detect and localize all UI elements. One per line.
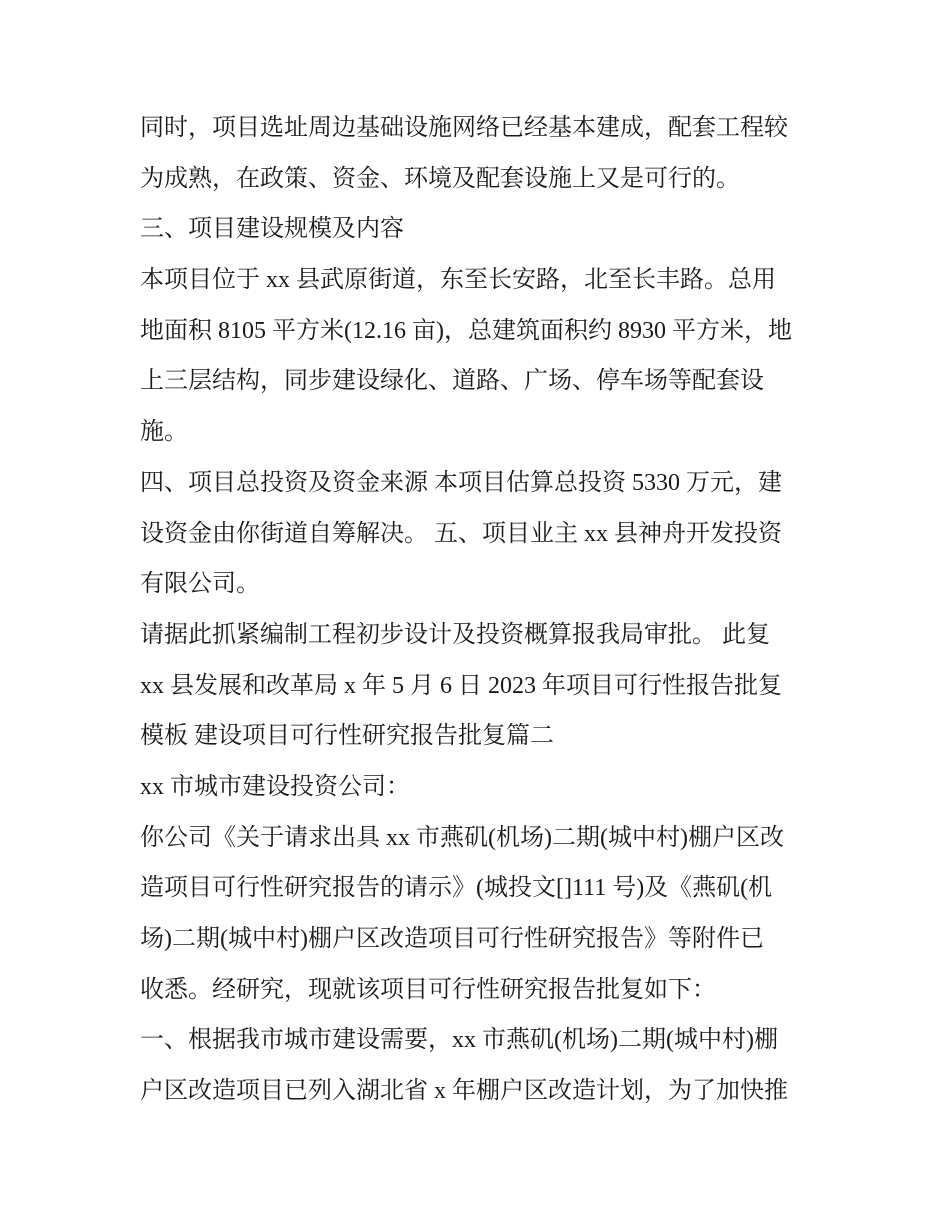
text-line: 同时，项目选址周边基础设施网络已经基本建成，配套工程较 <box>140 115 788 141</box>
text-line: 有限公司。 <box>140 571 260 598</box>
text-line: 户区改造项目已列入湖北省 x 年棚户区改造计划，为了加快推 <box>140 1078 788 1105</box>
document-body <box>140 103 830 1117</box>
text-line: 地面积 8105 平方米(12.16 亩)，总建筑面积约 8930 平方米，地 <box>140 317 792 344</box>
text-line: 请据此抓紧编制工程初步设计及投资概算报我局审批。 此复 <box>140 621 770 648</box>
text-line: xx 县发展和改革局 x 年 5 月 6 日 2023 年项目可行性报告批复 <box>140 672 782 699</box>
text-line: 场)二期(城中村)棚户区改造项目可行性研究报告》等附件已 <box>140 926 764 952</box>
text-line: 收悉。经研究，现就该项目可行性研究报告批复如下： <box>140 976 716 1003</box>
text-line: 你公司《关于请求出具 xx 市燕矶(机场)二期(城中村)棚户区改 <box>140 824 784 851</box>
text-line: 上三层结构，同步建设绿化、道路、广场、停车场等配套设 <box>140 368 764 395</box>
text-line: 设资金由你街道自筹解决。 五、项目业主 xx 县神舟开发投资 <box>140 520 782 547</box>
section-heading: 三、项目建设规模及内容 <box>140 216 404 243</box>
salutation: xx 市城市建设投资公司： <box>140 773 410 800</box>
text-line: 四、项目总投资及资金来源 本项目估算总投资 5330 万元，建 <box>140 469 782 496</box>
text-line: 模板 建设项目可行性研究报告批复篇二 <box>140 723 554 750</box>
text-line: 造项目可行性研究报告的请示》(城投文[]111 号)及《燕矶(机 <box>140 875 773 902</box>
text-line: 施。 <box>140 419 188 446</box>
text-line: 为成熟，在政策、资金、环境及配套设施上又是可行的。 <box>140 165 740 192</box>
text-line: 一、根据我市城市建设需要，xx 市燕矶(机场)二期(城中村)棚 <box>140 1027 778 1054</box>
text-line: 本项目位于 xx 县武原街道，东至长安路，北至长丰路。总用 <box>140 267 776 294</box>
